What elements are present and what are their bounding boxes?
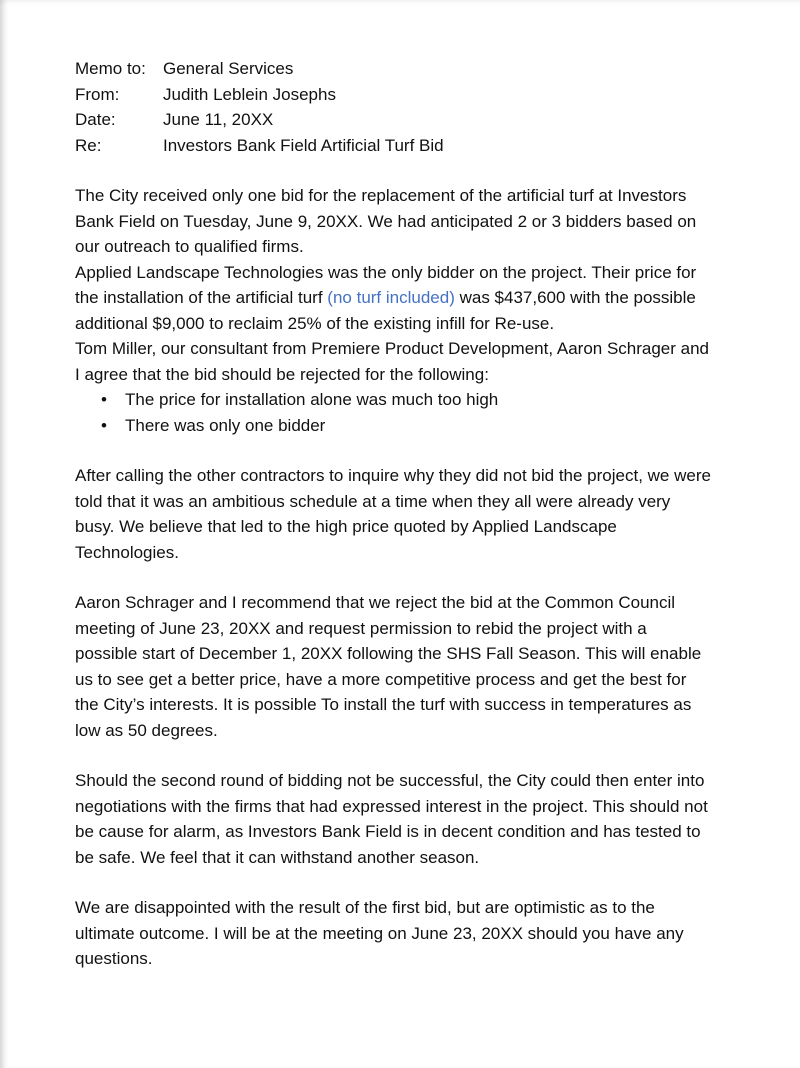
- paragraph-bidder-price: [75, 260, 712, 337]
- memo-date-value: June 11, 20XX: [163, 110, 274, 129]
- bullet-item-price-too-high: • The price for installation alone was much too high: [125, 387, 712, 413]
- memo-re-value: Investors Bank Field Artificial Turf Bid: [163, 135, 444, 155]
- memo-from-label: From:: [75, 84, 120, 104]
- paragraph-rejection-reasons-intro: Tom Miller, our consultant from Premiere Product Development, Aaron Schrager and I agree that the bid should be rejected for the following:: [75, 339, 710, 384]
- memo-header-row-date: [75, 107, 712, 133]
- memo-to-value: General Services: [163, 59, 294, 78]
- memo-header-row-to: [75, 56, 712, 82]
- bidder-price-text-before: Applied Landscape Technologies was the only bidder on the project. Their price for the installation of the artificial turf: [75, 262, 697, 307]
- memo-from-value: Judith Leblein Josephs: [163, 84, 336, 104]
- memo-to-label: Memo to:: [75, 59, 146, 78]
- paragraph-contractor-inquiry: After calling the other contractors to inquire why they did not bid the project, we were told that it was an ambitious schedule at a time when they all were already very busy. We believe that led to the high price quoted by Applied Landscape Technologies.: [75, 466, 711, 562]
- memo-header-row-re: [75, 133, 712, 159]
- memo-date-label: Date:: [75, 110, 116, 129]
- paragraph-second-round-contingency: Should the second round of bidding not be successful, the City could then enter into negotiations with the firms that had expressed interest in the project. This should not be cause for alarm, as Investors Bank Field is in decent condition and has tested to be safe. We feel that it can withstand another season.: [75, 771, 708, 867]
- bullet-item-one-bidder: • There was only one bidder: [125, 413, 712, 439]
- paragraph-rebid-recommendation: Aaron Schrager and I recommend that we reject the bid at the Common Council meeting of June 23, 20XX and request permission to rebid the project with a possible start of December 1, 20XX following the SHS Fall Season. This will enable us to see get a better price, have a more competitive process and get the best for the City’s interests. It is possible To install the turf with success in temperatures as low as 50 degrees.: [75, 593, 702, 740]
- memo-header-row-from: [75, 82, 712, 108]
- no-turf-included-note: (no turf included): [327, 288, 455, 307]
- memo-header: [75, 56, 712, 158]
- memo-re-label: Re:: [75, 135, 102, 155]
- bullet-list: [75, 387, 712, 438]
- paragraph-bid-received: The City received only one bid for the replacement of the artificial turf at Investors Bank Field on Tuesday, June 9, 20XX. We had anticipated 2 or 3 bidders based on our outreach to qualified firms.: [75, 186, 697, 256]
- paragraph-closing: We are disappointed with the result of the first bid, but are optimistic as to the ultimate outcome. I will be at the meeting on June 23, 20XX should you have any questions.: [75, 898, 684, 968]
- bidder-price-text-after: was $437,600 with the possible additional $9,000 to reclaim 25% of the existing infill for Re-use.: [75, 288, 696, 333]
